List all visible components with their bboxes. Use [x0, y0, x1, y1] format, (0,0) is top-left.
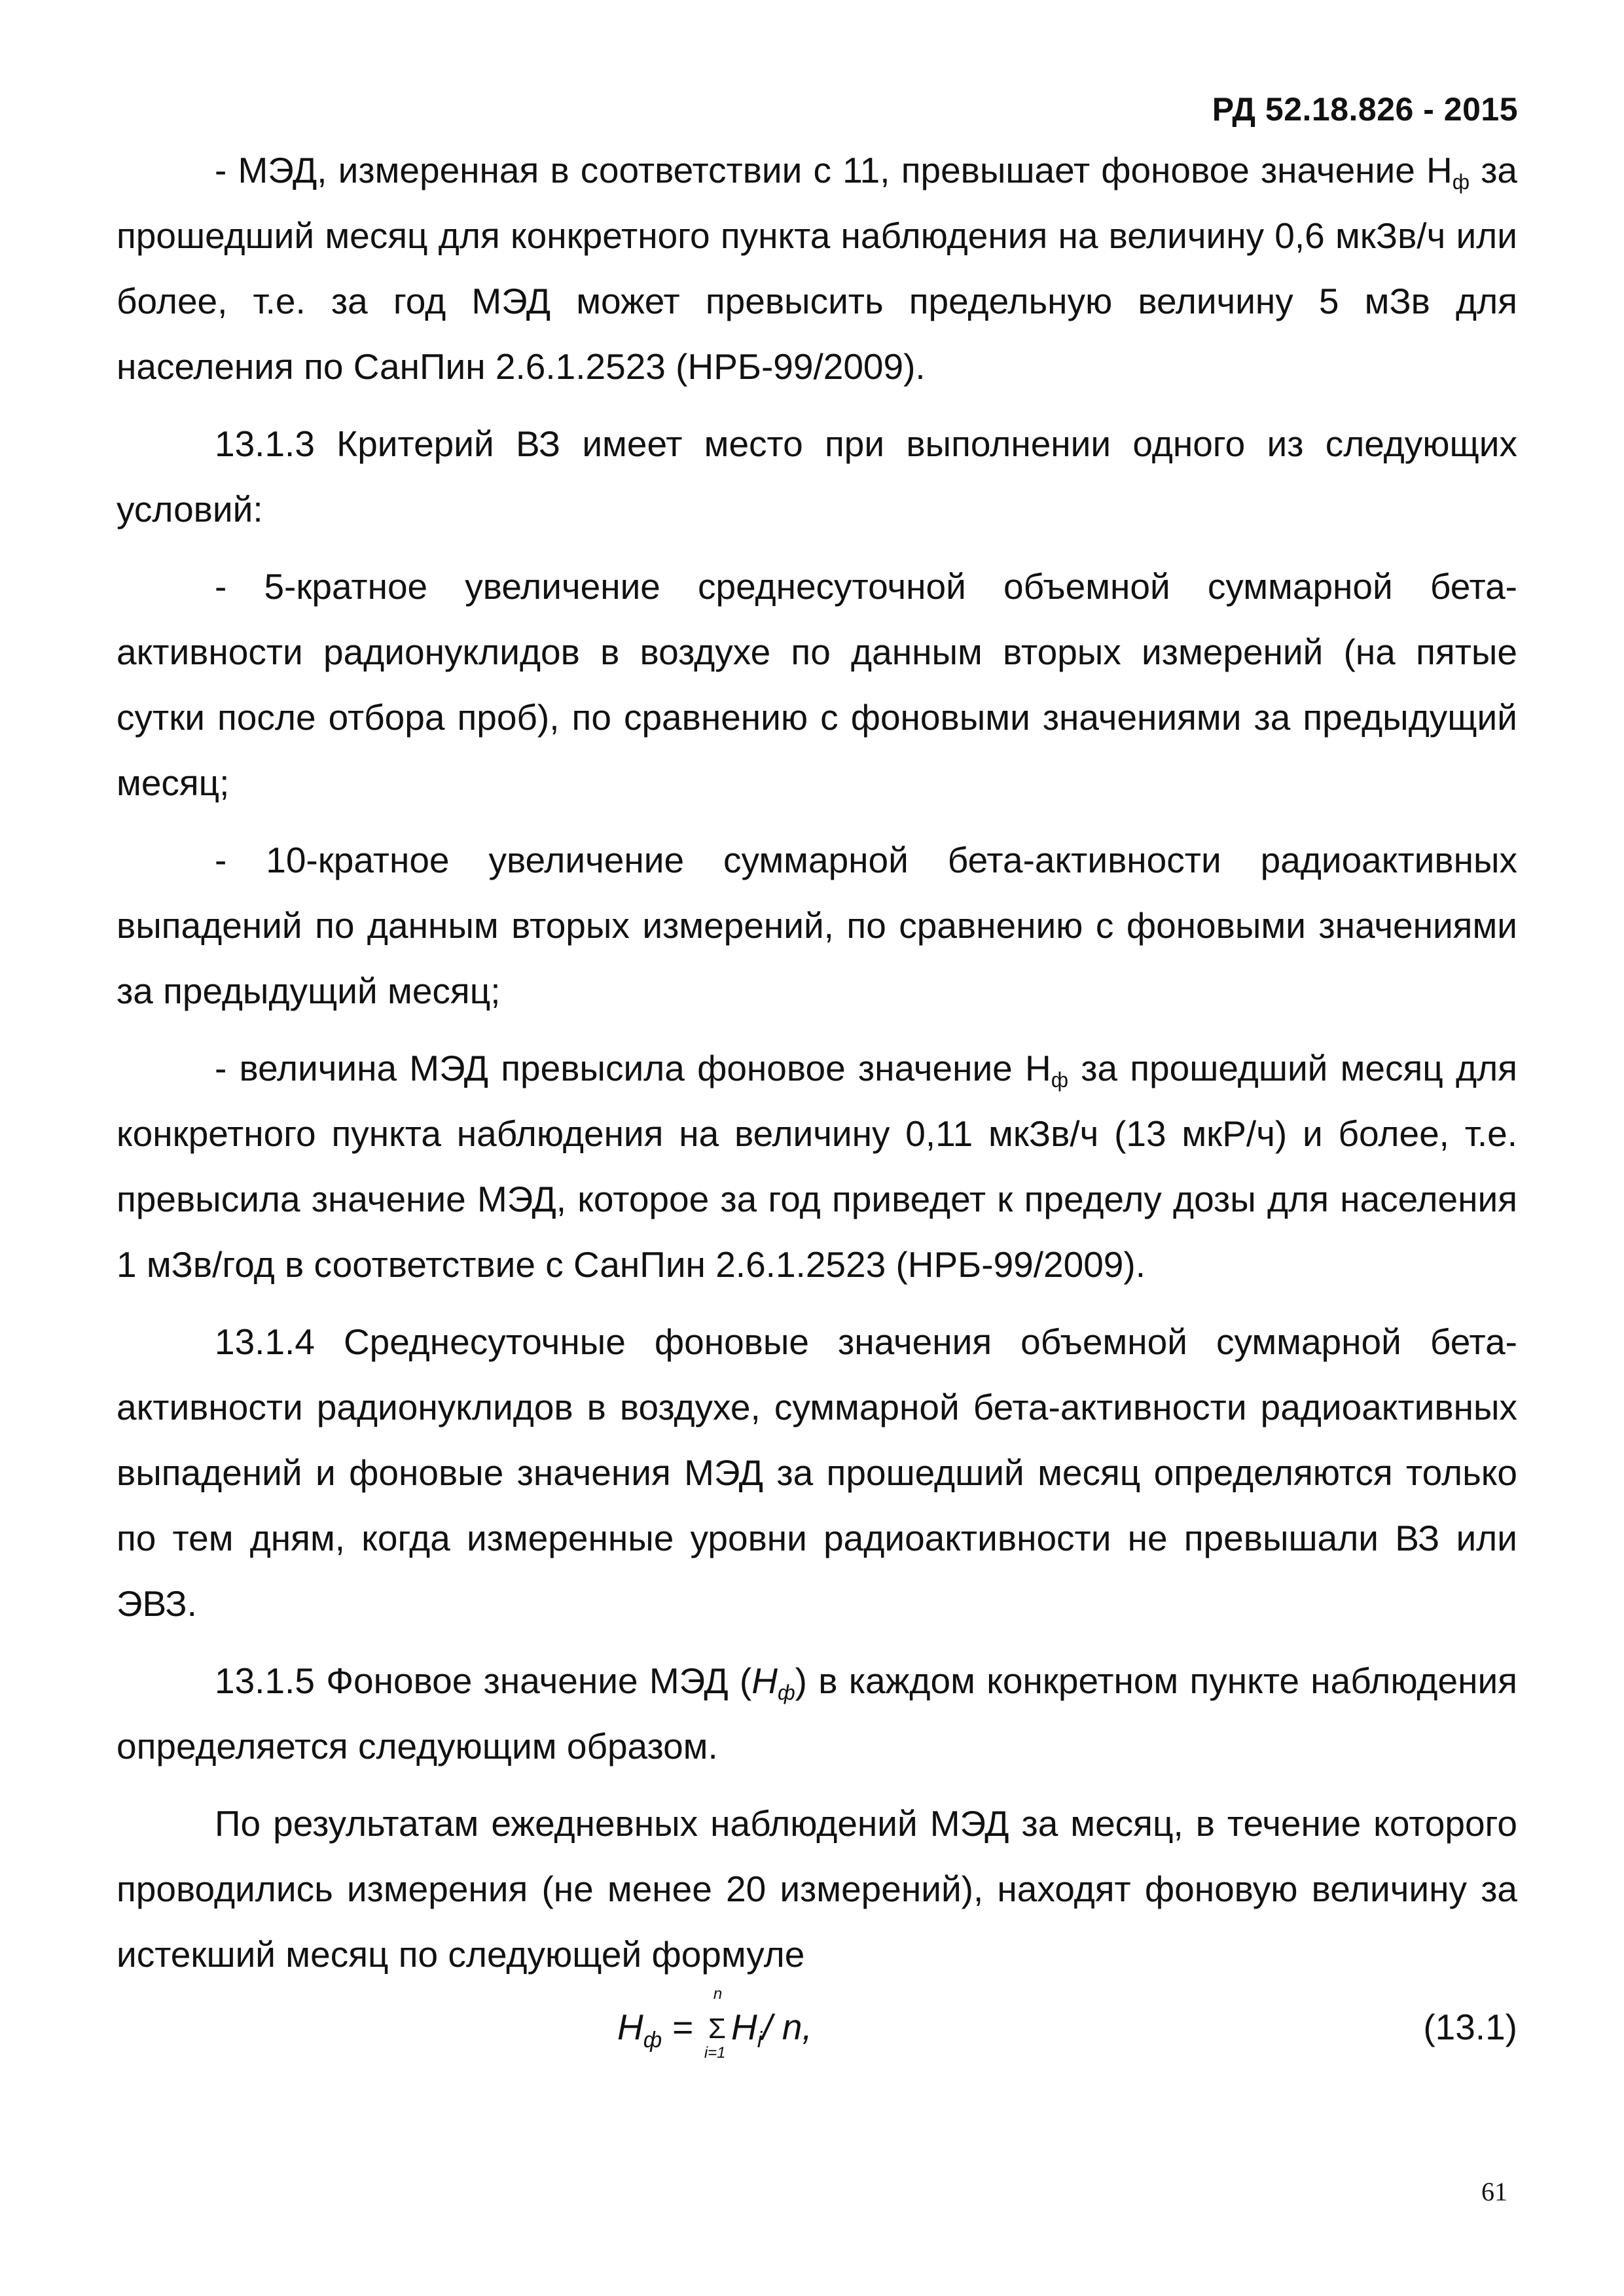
sum-symbol — [704, 1985, 727, 2062]
paragraph-criterion-10x: - 10-кратное увеличение суммарной бета-активности радиоактивных выпадений по данным вторых измерений, по сравнению с фоновыми значениями за предыдущий месяц; — [117, 840, 1517, 1011]
formula-row — [117, 1980, 1517, 2098]
subscript — [778, 1681, 795, 1704]
formula-term: Н — [731, 2007, 757, 2047]
paragraph-13-1-5 — [117, 1648, 1517, 1779]
formula-equals: = — [662, 2007, 703, 2047]
sum-lower-limit: i=1 — [704, 2044, 726, 2062]
paragraph-med-exceed-2 — [117, 1035, 1517, 1297]
formula-lhs-subscript: ф — [643, 2028, 662, 2053]
formula-rest: / n, — [762, 2007, 812, 2047]
subscript: ф — [1051, 1068, 1069, 1092]
paragraph-med-exceed-1 — [117, 137, 1517, 399]
variable: Н — [751, 1660, 778, 1701]
subscript: ф — [1452, 170, 1470, 194]
formula-number: (13.1) — [1423, 2007, 1517, 2047]
formula-term-subscript: i — [757, 2028, 763, 2053]
formula-lhs: Н — [617, 2007, 643, 2047]
page-number: 61 — [1481, 2177, 1507, 2206]
paragraph-formula-intro: По результатам ежедневных наблюдений МЭД за месяц, в течение которого проводились измерения (не менее 20 измерений), находят фоновую величину за истекший месяц по следующей формуле — [117, 1803, 1517, 1975]
formula-13-1 — [617, 1985, 812, 2062]
paragraph-criterion-5x: - 5-кратное увеличение среднесуточной объемной суммарной бета-активности радионуклидов в воздухе по данным вторых измерений (на пятые сутки после отбора проб), по сравнению с фоновыми значениями за предыдущий месяц; — [117, 566, 1517, 803]
paragraph-13-1-3: 13.1.3 Критерий ВЗ имеет место при выполнении одного из следующих условий: — [117, 423, 1517, 529]
sum-upper-limit: n — [713, 1985, 723, 2003]
text: за прошедший месяц для конкретного пункта наблюдения на величину 0,6 мкЗв/ч или более, т.е. за год МЭД может превысить предельную величину 5 мЗв для населения по СанПин 2.6.1.2523 (НРБ-99/2009). — [117, 150, 1517, 387]
document-body — [117, 137, 1517, 1987]
sum-sign: Σ — [708, 2013, 727, 2045]
subscript-text: ф — [777, 1681, 795, 1704]
text: за прошедший месяц для конкретного пункта наблюдения на величину 0,11 мкЗв/ч (13 мкР/ч) и более, т.е. превысила значение МЭД, которое за год приведет к пределу дозы для населения 1 мЗв/год в соответствие с СанПин 2.6.1.2523 (НРБ-99/2009). — [117, 1048, 1517, 1285]
text: - МЭД, измеренная в соответствии с 11, превышает фоновое значение Н — [215, 150, 1453, 190]
document-code: РД 52.18.826 - 2015 — [1212, 91, 1518, 128]
text: - величина МЭД превысила фоновое значение Н — [215, 1048, 1051, 1088]
paragraph-13-1-4: 13.1.4 Среднесуточные фоновые значения объемной суммарной бета-активности радионуклидов в воздухе, суммарной бета-активности радиоактивных выпадений и фоновые значения МЭД за прошедший месяц определяются только по тем дням, когда измеренные уровни радиоактивности не превышали ВЗ или ЭВЗ. — [117, 1321, 1517, 1624]
text: ) в каждом конкретном пункте наблюдения определяется следующим образом. — [117, 1660, 1517, 1767]
text: 13.1.5 Фоновое значение МЭД ( — [215, 1660, 752, 1701]
